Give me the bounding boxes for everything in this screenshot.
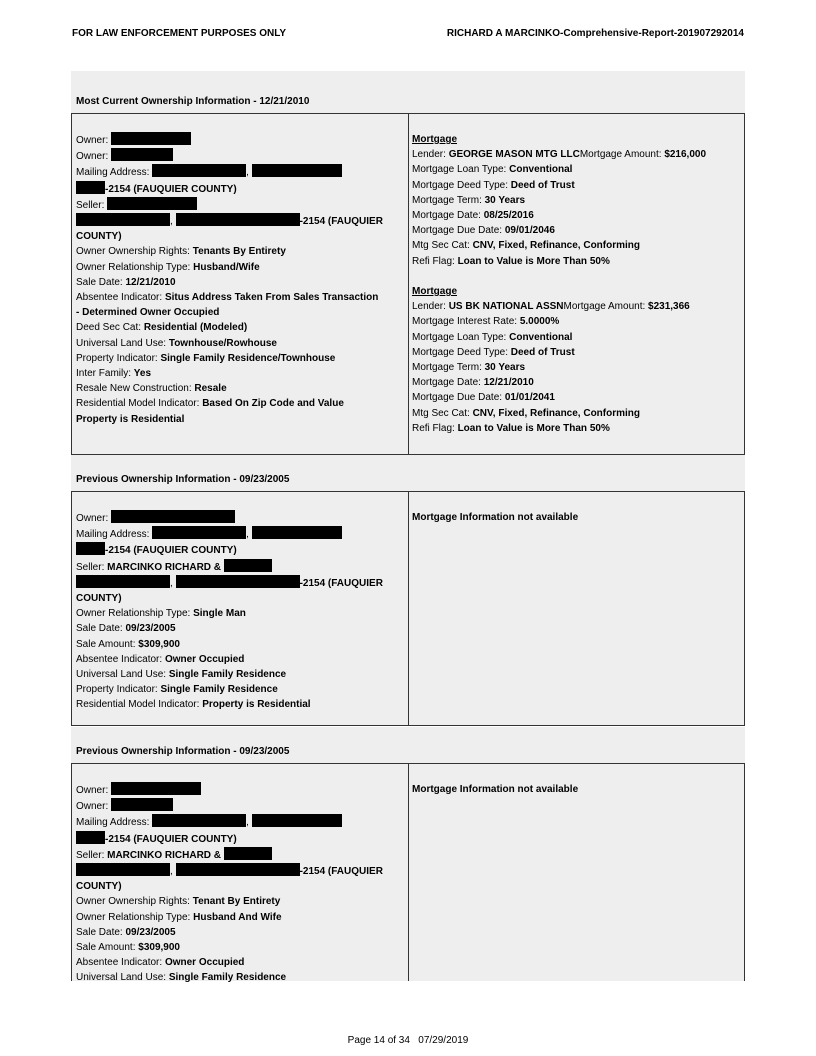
zip-county: -2154 (FAUQUIER COUNTY) [105,833,237,845]
deed-type-value: Deed of Trust [510,179,575,191]
field-label: Sale Amount: [76,942,139,954]
owner-label: Owner: [76,151,109,163]
redaction-block [152,164,246,177]
field-label: Owner Ownership Rights: [76,896,193,908]
owner-details: Owner: Mailing Address: , -2154 (FAUQUIER COUNTY) Seller: MARCINKO RICHARD & , -2154 (FAUQUIER COUNTY) Owner Relationship Type: Single Man Sale Date: 09/23/2005 Sale Amount: $309,900 Absentee Indicator: Owner Occupied Universal Land Use: Single Family Residence Property Indicator: Single Family Residence Residential Model Indicator: Property is Residential [76,510,401,713]
field-label: Mortgage Due Date: [412,225,505,237]
redaction-block [111,132,191,145]
res-model-value: Based On Zip Code and Value [202,398,344,410]
seller-value: MARCINKO RICHARD & [107,849,222,861]
inter-family-value: Yes [133,368,152,380]
seller-label: Seller: [76,561,108,573]
sale-amount-value: $309,900 [138,942,180,954]
sale-date-value: 09/23/2005 [125,623,176,635]
relationship-value: Husband/Wife [193,261,260,273]
field-label: Mortgage Deed Type: [412,179,511,191]
field-label: Mortgage Date: [412,377,484,389]
relationship-value: Single Man [193,608,246,620]
field-label: Residential Model Indicator: [76,398,203,410]
ownership-record-previous [71,491,745,726]
section-title: Previous Ownership Information - 09/23/2005 [76,474,290,485]
seller-label: Seller: [76,199,105,211]
absentee-value: Owner Occupied [164,957,245,969]
field-label: Mortgage Due Date: [412,392,505,404]
redaction-block [176,575,300,588]
refi-flag-value: Loan to Value is More Than 50% [457,422,610,434]
res-model-value-cont: Property is Residential [76,413,185,425]
page-footer [0,1035,816,1046]
lender-value: GEORGE MASON MTG LLC [448,149,580,161]
seller-zip-county: -2154 (FAUQUIER [299,866,383,878]
field-label: Property Indicator: [76,684,161,696]
field-label: Mortgage Amount: [563,301,649,313]
res-model-value: Property is Residential [202,699,311,711]
mortgage-details [412,510,740,525]
field-label: Mortgage Loan Type: [412,331,510,343]
mortgage-not-available: Mortgage Information not available [412,512,579,523]
property-indicator-value: Single Family Residence/Townhouse [160,352,336,364]
report-header-left: FOR LAW ENFORCEMENT PURPOSES ONLY [72,28,287,39]
field-label: Mtg Sec Cat: [412,407,473,419]
seller-label: Seller: [76,849,108,861]
county-wrap: COUNTY) [76,593,122,605]
mortgage-details [412,132,740,436]
field-label: Owner Relationship Type: [76,911,194,923]
field-label: Sale Date: [76,623,126,635]
column-divider [408,114,409,454]
field-label: Residential Model Indicator: [76,699,203,711]
resale-value: Resale [194,383,227,395]
land-use-value: Single Family Residence [168,669,287,681]
field-label: Owner Relationship Type: [76,608,194,620]
section-title: Previous Ownership Information - 09/23/2005 [76,746,290,757]
loan-type-value: Conventional [509,331,573,343]
mortgage-details [412,782,740,797]
section-band [71,727,745,763]
field-label: Inter Family: [76,368,134,380]
sec-cat-value: CNV, Fixed, Refinance, Conforming [472,407,641,419]
refi-flag-value: Loan to Value is More Than 50% [457,255,610,267]
ownership-rights-value: Tenant By Entirety [192,896,281,908]
column-divider [408,492,409,725]
seller-zip-county: -2154 (FAUQUIER [299,216,383,228]
redaction-block [76,181,105,194]
owner-label: Owner: [76,801,109,813]
redaction-block [111,798,173,811]
land-use-value: Single Family Residence [168,972,287,984]
loan-type-value: Conventional [509,164,573,176]
field-label: Mortgage Interest Rate: [412,316,520,328]
owner-label: Owner: [76,785,109,796]
field-label: Absentee Indicator: [76,653,165,665]
zip-county: -2154 (FAUQUIER COUNTY) [105,183,237,195]
field-label: Mtg Sec Cat: [412,240,473,252]
field-label: Owner Relationship Type: [76,261,194,273]
ownership-record-current [71,113,745,455]
field-label: Mortgage Amount: [579,149,665,161]
field-label: Mortgage Deed Type: [412,346,511,358]
field-label: Absentee Indicator: [76,957,165,969]
field-label: Sale Date: [76,276,126,288]
interest-rate-value: 5.0000% [519,316,560,328]
page-number: Page 14 of 34 [347,1035,410,1046]
mortgage-date-value: 08/25/2016 [483,210,534,222]
deed-type-value: Deed of Trust [510,346,575,358]
redaction-block [252,526,342,539]
mortgage-date-value: 12/21/2010 [483,377,534,389]
redaction-block [107,197,197,210]
sale-amount-value: $309,900 [138,638,180,650]
redaction-block [224,847,272,860]
redaction-block [76,542,105,555]
redaction-block [76,831,105,844]
mortgage-heading: Mortgage [412,286,457,298]
sale-date-value: 12/21/2010 [125,276,176,288]
field-label: Sale Date: [76,926,126,938]
field-label: Refi Flag: [412,255,458,267]
lender-value: US BK NATIONAL ASSN [448,301,564,313]
land-use-value: Townhouse/Rowhouse [168,337,277,349]
absentee-value-cont: - Determined Owner Occupied [76,307,220,319]
field-label: Lender: [412,149,449,161]
sec-cat-value: CNV, Fixed, Refinance, Conforming [472,240,641,252]
term-value: 30 Years [484,194,526,206]
field-label: Universal Land Use: [76,972,169,984]
term-value: 30 Years [484,362,526,374]
field-label: Universal Land Use: [76,669,169,681]
owner-details: Owner: Owner: Mailing Address: , -2154 (FAUQUIER COUNTY) Seller: MARCINKO RICHARD & , -2154 (FAUQUIER COUNTY) Owner Ownership Rights: Tenant By Entirety Owner Relationship Type: Husband And Wife Sale Date: 09/23/2005 Sale Amount: $309,900 Absentee Indicator: Owner Occupied Universal Land Use: Single Family Residence [76,782,401,986]
footer-date: 07/29/2019 [418,1035,469,1046]
redaction-block [111,148,173,161]
absentee-value: Owner Occupied [164,653,245,665]
field-label: Mortgage Date: [412,210,484,222]
report-header-right: RICHARD A MARCINKO-Comprehensive-Report-201907292014 [446,28,744,39]
field-label: Absentee Indicator: [76,292,165,304]
owner-label: Owner: [76,135,109,146]
relationship-value: Husband And Wife [193,911,282,923]
county-wrap: COUNTY) [76,881,122,893]
mailing-address-label: Mailing Address: [76,167,150,179]
county-wrap: COUNTY) [76,231,122,243]
redaction-block [76,575,170,588]
deed-sec-value: Residential (Modeled) [143,322,248,334]
redaction-block [111,510,235,523]
section-title: Most Current Ownership Information - 12/21/2010 [76,96,310,107]
seller-value: MARCINKO RICHARD & [107,561,222,573]
field-label: Property Indicator: [76,352,161,364]
field-label: Mortgage Term: [412,194,485,206]
redaction-block [224,559,272,572]
mortgage-amount-value: $216,000 [664,149,707,161]
due-date-value: 01/01/2041 [504,392,555,404]
redaction-block [252,814,342,827]
owner-label: Owner: [76,513,109,524]
field-label: Mortgage Term: [412,362,485,374]
field-label: Deed Sec Cat: [76,322,144,334]
ownership-rights-value: Tenants By Entirety [192,246,286,258]
field-label: Universal Land Use: [76,337,169,349]
mortgage-amount-value: $231,366 [648,301,690,313]
redaction-block [176,863,300,876]
field-label: Lender: [412,301,449,313]
mortgage-not-available: Mortgage Information not available [412,784,579,795]
property-indicator-value: Single Family Residence [160,684,278,696]
mailing-address-label: Mailing Address: [76,817,150,829]
absentee-value: Situs Address Taken From Sales Transaction [164,292,379,304]
owner-details: Owner: Owner: Mailing Address: , -2154 (FAUQUIER COUNTY) Seller: , -2154 (FAUQUIER COUNTY) Owner Ownership Rights: Tenants By Entirety Owner Relationship Type: Husband/Wife Sale Date: 12/21/2010 Absentee Indicator: Situs Address Taken From Sales Transaction - Determined Owner Occupied Deed Sec Cat: Residential (Modeled) Universal Land Use: Townhouse/Rowhouse Property Indicator: Single Family Residence/Townhouse Inter Family: Yes Resale New Construction: Resale Residential Model Indicator: Based On Zip Code and Value Property is Residential [76,132,401,427]
sale-date-value: 09/23/2005 [125,926,176,938]
redaction-block [111,782,201,795]
seller-zip-county: -2154 (FAUQUIER [299,577,383,589]
section-band [71,455,745,491]
mortgage-heading: Mortgage [412,134,457,145]
redaction-block [76,863,170,876]
column-divider [408,764,409,981]
field-label: Resale New Construction: [76,383,195,395]
mailing-address-label: Mailing Address: [76,529,150,541]
redaction-block [152,814,246,827]
zip-county: -2154 (FAUQUIER COUNTY) [105,545,237,557]
field-label: Owner Ownership Rights: [76,246,193,258]
field-label: Sale Amount: [76,638,139,650]
redaction-block [152,526,246,539]
field-label: Refi Flag: [412,422,458,434]
ownership-record-previous [71,763,745,984]
field-label: Mortgage Loan Type: [412,164,510,176]
redaction-block [176,213,300,226]
redaction-block [252,164,342,177]
due-date-value: 09/01/2046 [504,225,555,237]
redaction-block [76,213,170,226]
